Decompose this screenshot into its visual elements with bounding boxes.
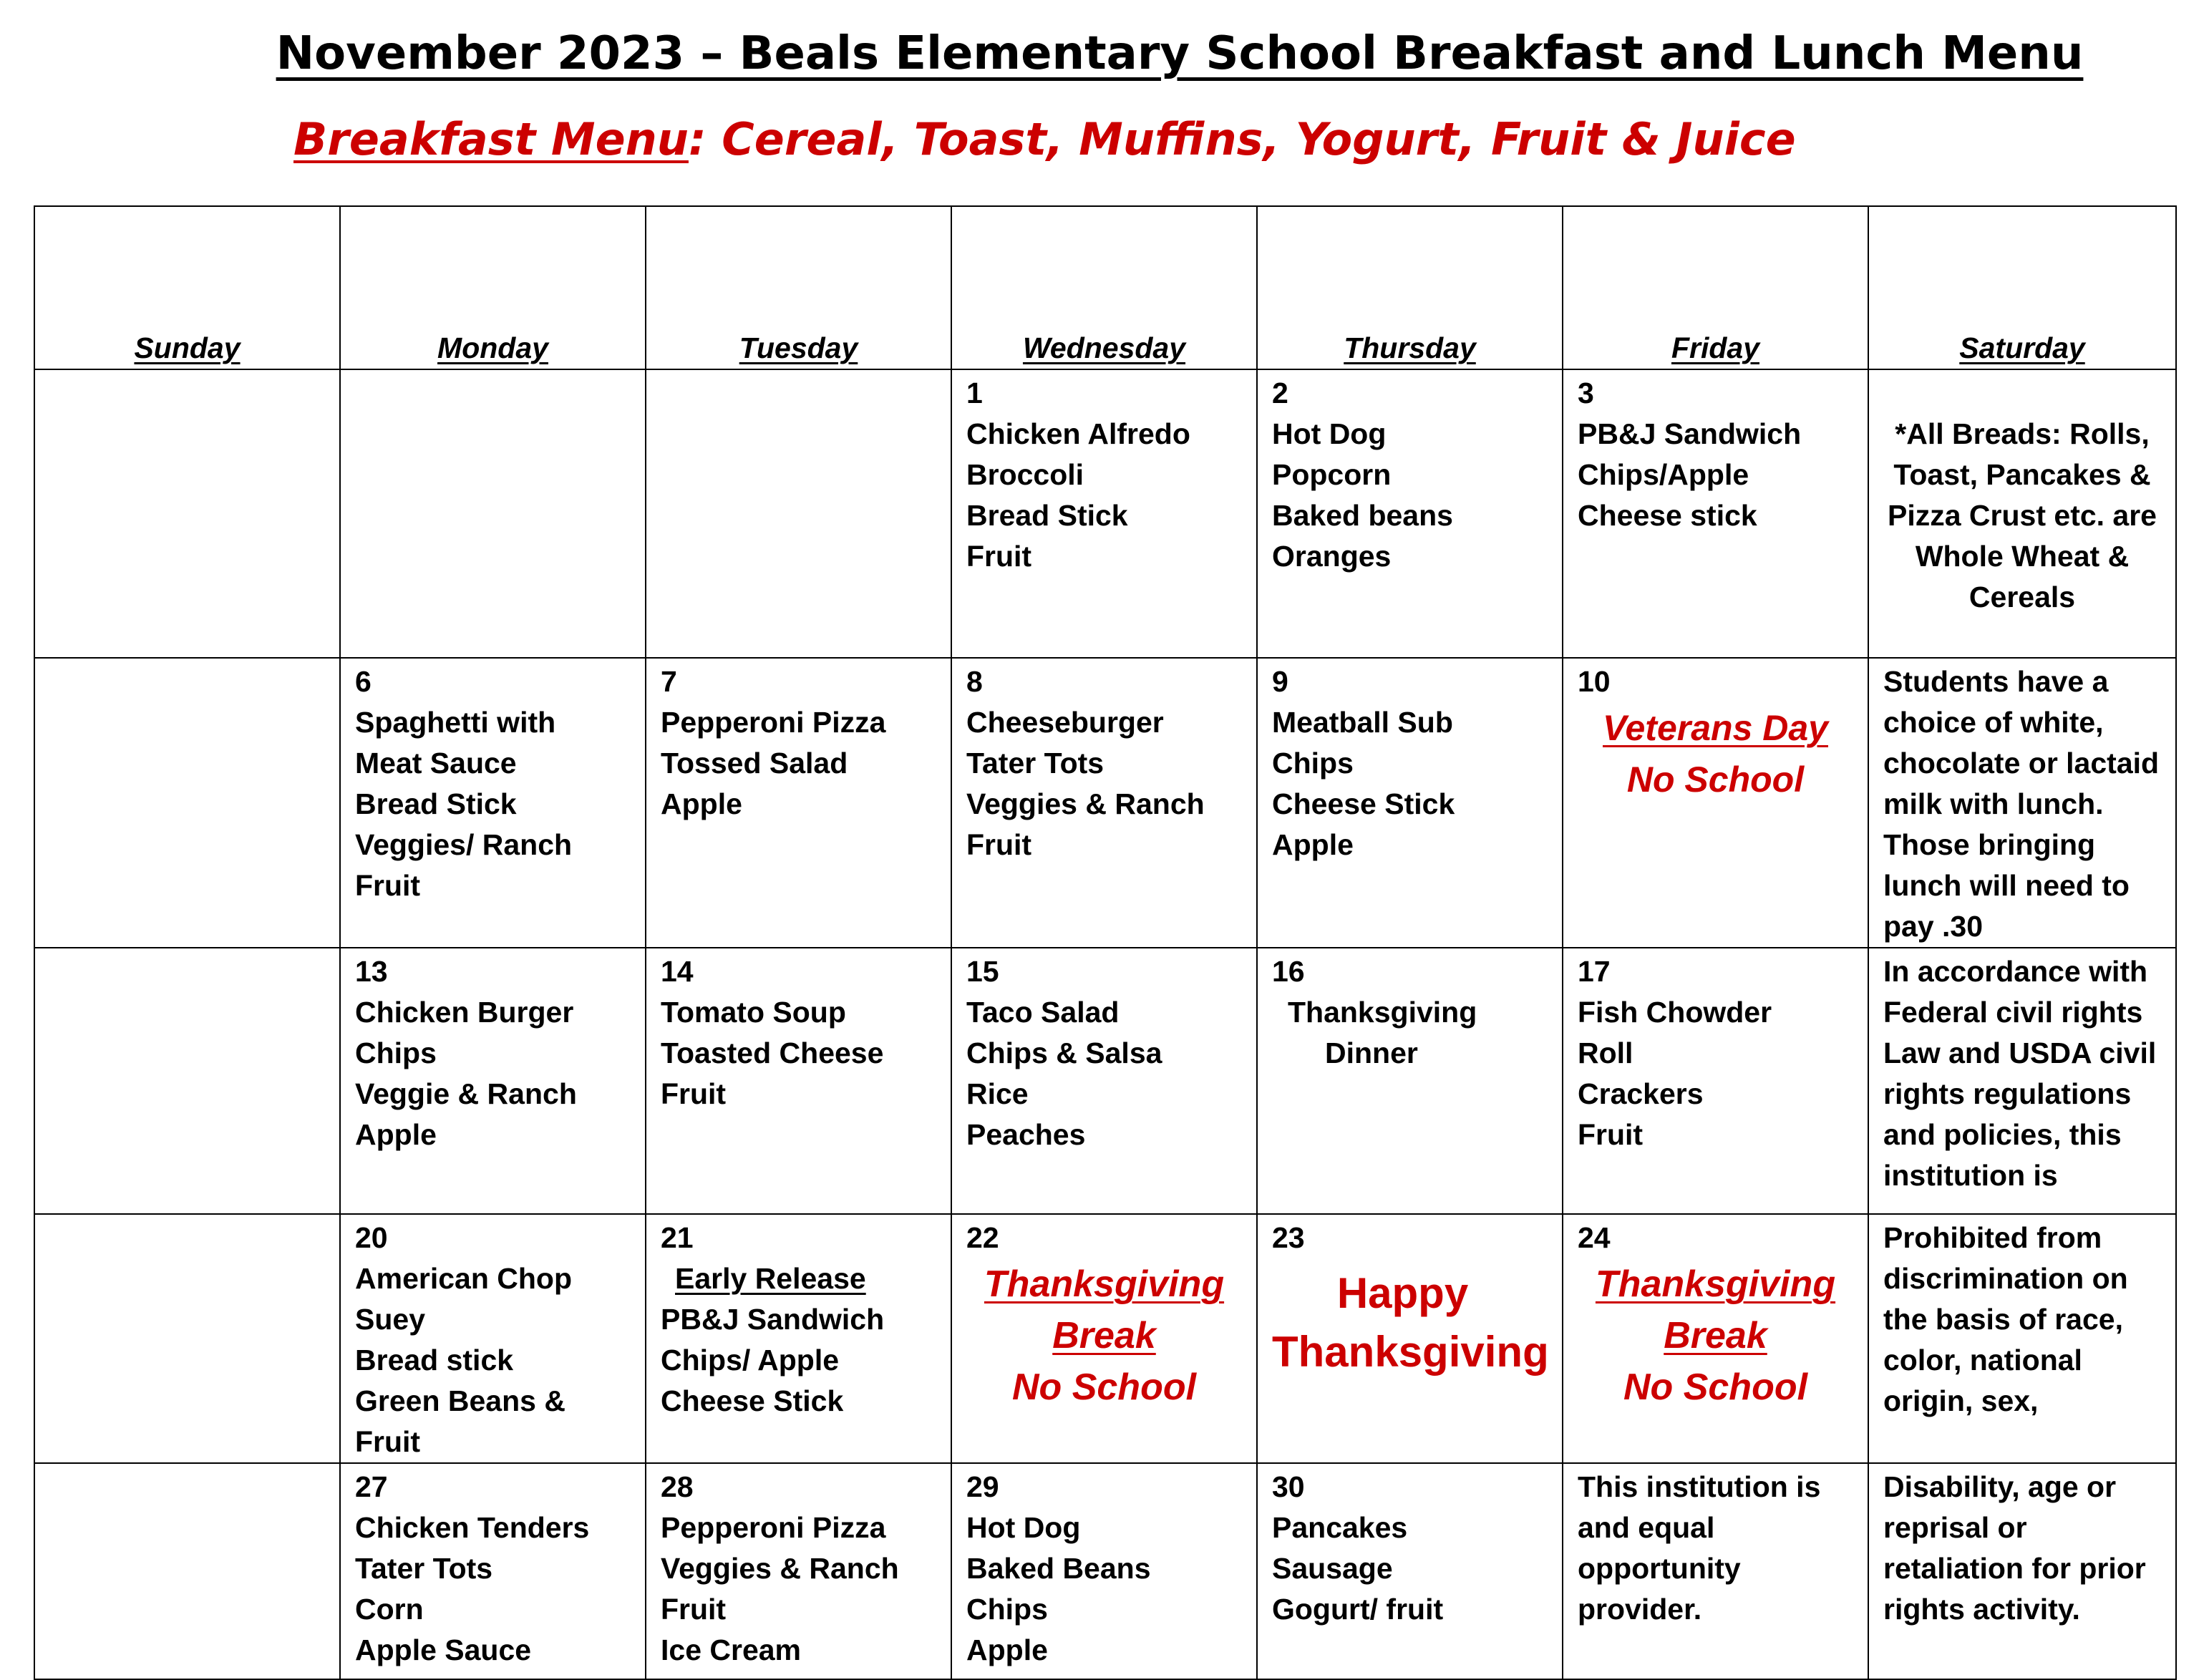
menu-item: Fruit: [966, 540, 1032, 573]
date-number: 1: [966, 377, 983, 409]
date-number: 2: [1272, 377, 1288, 409]
day-label: Sunday: [134, 331, 241, 364]
menu-item: Hot Dog: [1272, 417, 1387, 450]
date-number: 30: [1272, 1470, 1305, 1503]
day-cell: [951, 1463, 1257, 1679]
day-label: Wednesday: [1022, 331, 1186, 364]
early-release-text: Early Release: [675, 1262, 866, 1295]
day-cell-holiday: [1563, 658, 1868, 948]
menu-item: Fruit: [966, 828, 1032, 861]
holiday-label: [1578, 1310, 1853, 1361]
menu-item: Oranges: [1272, 540, 1392, 573]
menu-item: Chips: [1272, 747, 1354, 780]
holiday-label: [966, 1258, 1242, 1310]
holiday-name: Veterans Day: [1603, 708, 1828, 748]
menu-item: Chicken Tenders: [355, 1511, 590, 1544]
menu-item: Apple: [355, 1118, 437, 1151]
day-cell: [340, 1463, 646, 1679]
menu-item: Peaches: [966, 1118, 1086, 1151]
menu-item: Fruit: [355, 1425, 421, 1458]
holiday-label: [966, 1310, 1242, 1361]
menu-calendar: [34, 205, 2177, 1680]
menu-item: Veggies/ Ranch: [355, 828, 573, 861]
day-cell: [1257, 369, 1563, 658]
menu-item: Pepperoni Pizza: [661, 1511, 886, 1544]
menu-item: Cheese Stick: [661, 1384, 844, 1417]
day-cell: [340, 948, 646, 1214]
menu-item: American Chop: [355, 1262, 572, 1295]
menu-item: Chips: [966, 1593, 1048, 1626]
day-header-tuesday: [646, 206, 951, 369]
menu-item: Cheeseburger: [966, 706, 1164, 739]
week-row: [34, 658, 2176, 948]
date-number: 29: [966, 1470, 999, 1503]
day-cell-empty: [340, 369, 646, 658]
day-cell-holiday: [951, 1214, 1257, 1463]
menu-item: Sausage: [1272, 1552, 1393, 1585]
menu-item: Veggies & Ranch: [661, 1552, 899, 1585]
day-header-sunday: [34, 206, 340, 369]
civil-rights-note: Prohibited from discrimination on the basis of race, color, national origin, sex,: [1883, 1221, 2128, 1417]
menu-item: Cheese Stick: [1272, 787, 1455, 820]
menu-item: Roll: [1578, 1036, 1633, 1069]
menu-item: Baked beans: [1272, 499, 1453, 532]
menu-item: Veggie & Ranch: [355, 1077, 577, 1110]
day-header-friday: [1563, 206, 1868, 369]
saturday-note-cell: [1868, 948, 2176, 1214]
date-number: 27: [355, 1470, 388, 1503]
day-label: Friday: [1671, 331, 1760, 364]
day-cell: [951, 658, 1257, 948]
date-number: 21: [661, 1221, 694, 1254]
day-header-wednesday: [951, 206, 1257, 369]
breakfast-menu-label: Breakfast Menu: [293, 113, 689, 165]
early-release-label: [661, 1258, 936, 1299]
civil-rights-note: Disability, age or reprisal or retaliation for prior rights activity.: [1883, 1470, 2146, 1626]
date-number: 10: [1578, 665, 1611, 698]
menu-item: Chicken Alfredo: [966, 417, 1190, 450]
date-number: 6: [355, 665, 372, 698]
day-cell: [340, 658, 646, 948]
date-number: 20: [355, 1221, 388, 1254]
saturday-note-cell: [1868, 369, 2176, 658]
day-cell-empty: [646, 369, 951, 658]
date-number: 17: [1578, 955, 1611, 988]
day-cell-empty: [34, 369, 340, 658]
menu-item: Apple Sauce: [355, 1633, 532, 1666]
menu-item: Chicken Burger: [355, 996, 574, 1029]
week-row: [34, 1463, 2176, 1679]
menu-item: Dinner: [1325, 1036, 1418, 1069]
day-cell: [646, 1463, 951, 1679]
week-row: [34, 948, 2176, 1214]
menu-item: Fish Chowder: [1578, 996, 1772, 1029]
menu-item: Broccoli: [966, 458, 1084, 491]
week-row: [34, 369, 2176, 658]
holiday-greeting: Happy: [1336, 1269, 1469, 1317]
day-cell-holiday: [1563, 1214, 1868, 1463]
bread-note: *All Breads: Rolls, Toast, Pancakes & Pizza Crust etc. are Whole Wheat & Cereals: [1888, 417, 2157, 613]
page-title-text: November 2023 – Beals Elementary School Breakfast and Lunch Menu: [276, 27, 2084, 80]
menu-item: Popcorn: [1272, 458, 1392, 491]
day-cell: [646, 1214, 951, 1463]
menu-item: Chips/ Apple: [661, 1344, 840, 1376]
date-number: 13: [355, 955, 388, 988]
date-number: 15: [966, 955, 999, 988]
day-cell: [1257, 658, 1563, 948]
day-cell: [1257, 948, 1563, 1214]
menu-item: Fruit: [661, 1593, 727, 1626]
day-label: Monday: [437, 331, 548, 364]
menu-item: Toasted Cheese: [661, 1036, 884, 1069]
holiday-name: Break: [1664, 1315, 1767, 1356]
menu-item: Taco Salad: [966, 996, 1120, 1029]
day-label: Saturday: [1959, 331, 2085, 364]
day-label: Tuesday: [739, 331, 858, 364]
menu-item: Tater Tots: [355, 1552, 493, 1585]
menu-item: Corn: [355, 1593, 424, 1626]
day-header-saturday: [1868, 206, 2176, 369]
menu-item: Bread Stick: [355, 787, 517, 820]
menu-item: Fruit: [1578, 1118, 1644, 1151]
day-cell-empty: [34, 658, 340, 948]
date-number: 8: [966, 665, 983, 698]
date-number: 24: [1578, 1221, 1611, 1254]
menu-item: Pepperoni Pizza: [661, 706, 886, 739]
date-number: 3: [1578, 377, 1594, 409]
saturday-note-cell: [1868, 1214, 2176, 1463]
holiday-label: [1578, 1258, 1853, 1310]
holiday-greeting: Thanksgiving: [1272, 1328, 1549, 1376]
day-label: Thursday: [1344, 331, 1476, 364]
menu-item: Chips & Salsa: [966, 1036, 1162, 1069]
menu-item: PB&J Sandwich: [661, 1303, 885, 1336]
date-number: 7: [661, 665, 677, 698]
menu-item: PB&J Sandwich: [1578, 417, 1802, 450]
day-cell-holiday: [1257, 1214, 1563, 1463]
day-cell: [1563, 948, 1868, 1214]
menu-item: Chips/Apple: [1578, 458, 1749, 491]
date-number: 16: [1272, 955, 1305, 988]
menu-item: Apple: [966, 1633, 1048, 1666]
menu-item: Bread Stick: [966, 499, 1128, 532]
holiday-name: Thanksgiving: [984, 1263, 1225, 1305]
menu-item: Pancakes: [1272, 1511, 1408, 1544]
day-cell: [951, 369, 1257, 658]
day-header-monday: [340, 206, 646, 369]
saturday-note-cell: [1868, 658, 2176, 948]
day-cell-empty: [34, 1463, 340, 1679]
menu-item: Fruit: [661, 1077, 727, 1110]
day-cell: [951, 948, 1257, 1214]
no-school-label: No School: [1623, 1366, 1808, 1408]
holiday-name: Break: [1052, 1315, 1156, 1356]
menu-item: Spaghetti with: [355, 706, 556, 739]
menu-item: Hot Dog: [966, 1511, 1081, 1544]
menu-item: Cheese stick: [1578, 499, 1757, 532]
day-header-thursday: [1257, 206, 1563, 369]
civil-rights-note: In accordance with Federal civil rights Law and USDA civil rights regulations and policies, this institution is: [1883, 955, 2157, 1192]
menu-item: Tomato Soup: [661, 996, 846, 1029]
breakfast-menu-line: [293, 107, 1796, 172]
no-school-label: No School: [1011, 1366, 1197, 1408]
menu-item: Thanksgiving: [1288, 996, 1477, 1029]
date-number: 22: [966, 1221, 999, 1254]
menu-item: Ice Cream: [661, 1633, 802, 1666]
no-school-label: No School: [1626, 759, 1805, 800]
menu-item: Green Beans &: [355, 1384, 565, 1417]
menu-item: Bread stick: [355, 1344, 514, 1376]
menu-item: Rice: [966, 1077, 1029, 1110]
menu-item: Chips: [355, 1036, 437, 1069]
day-cell: [646, 948, 951, 1214]
milk-note: Students have a choice of white, chocolate or lactaid milk with lunch. Those bringing lunch will need to pay .30: [1883, 665, 2160, 943]
date-number: 14: [661, 955, 694, 988]
menu-item: Apple: [661, 787, 742, 820]
holiday-label: [1578, 702, 1853, 754]
day-cell: [340, 1214, 646, 1463]
day-header-row: [34, 206, 2176, 369]
day-cell-empty: [34, 1214, 340, 1463]
menu-item: Crackers: [1578, 1077, 1704, 1110]
saturday-note-cell: [1868, 1463, 2176, 1679]
week-row: [34, 1214, 2176, 1463]
date-number: 9: [1272, 665, 1288, 698]
menu-item: Fruit: [355, 869, 421, 902]
menu-item: Baked Beans: [966, 1552, 1151, 1585]
date-number: 23: [1272, 1221, 1305, 1254]
holiday-name: Thanksgiving: [1595, 1263, 1836, 1305]
menu-item: Suey: [355, 1303, 425, 1336]
day-cell: [646, 658, 951, 948]
day-cell: [1563, 369, 1868, 658]
page-title: [0, 21, 2209, 86]
day-cell: [1257, 1463, 1563, 1679]
menu-item: Meatball Sub: [1272, 706, 1453, 739]
menu-item: Veggies & Ranch: [966, 787, 1205, 820]
menu-item: Tater Tots: [966, 747, 1104, 780]
menu-item: Apple: [1272, 828, 1354, 861]
menu-item: Tossed Salad: [661, 747, 848, 780]
day-cell-empty: [34, 948, 340, 1214]
menu-item: Gogurt/ fruit: [1272, 1593, 1444, 1626]
breakfast-menu-items: : Cereal, Toast, Muffins, Yogurt, Fruit & Juice: [688, 113, 1796, 165]
equal-opportunity-note: This institution is and equal opportunity provider.: [1578, 1470, 1821, 1626]
friday-note-cell: [1563, 1463, 1868, 1679]
menu-item: Meat Sauce: [355, 747, 517, 780]
date-number: 28: [661, 1470, 694, 1503]
